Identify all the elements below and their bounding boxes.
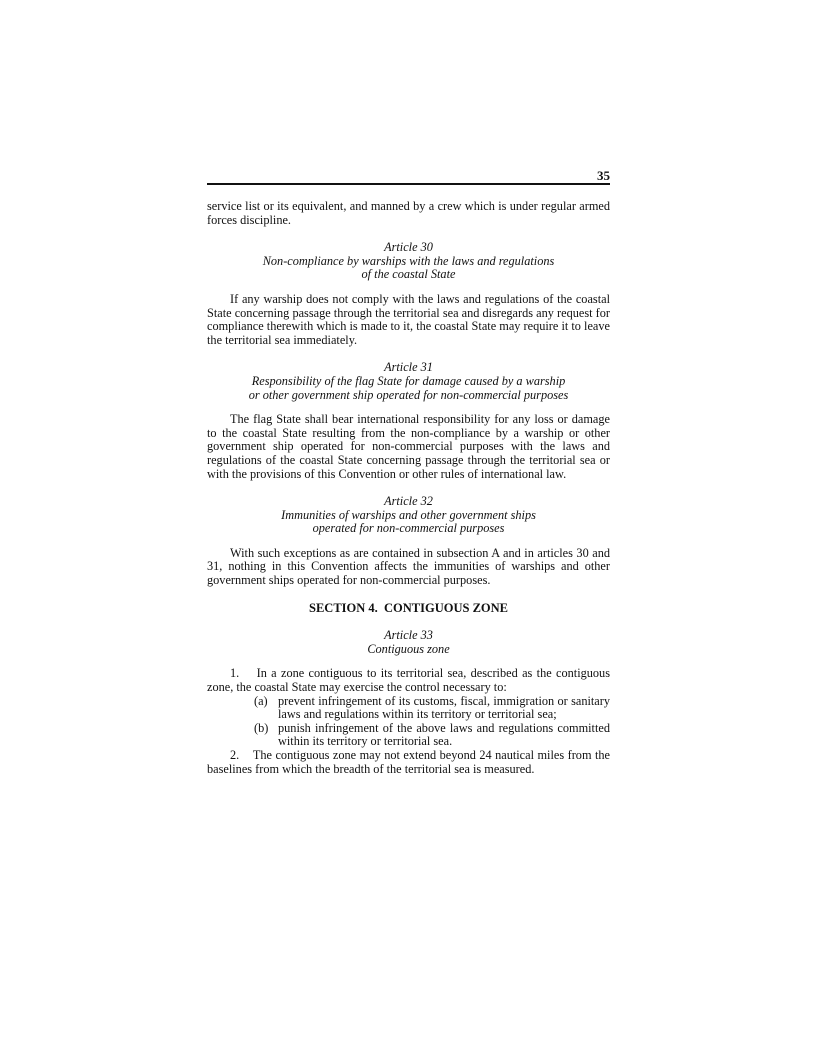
article-31-text: The flag State shall bear international responsibility for any loss or damage to the coastal State resulting from the non-compliance by a warship or other government ship operated for non-commercial purposes with the laws and regulations of the coastal State concerning passage through the territorial sea or with the provisions of this Convention or other rules of international law.	[207, 412, 610, 481]
page-content	[207, 199, 614, 776]
article-32-text: With such exceptions as are contained in subsection A and in articles 30 and 31, nothing in this Convention affects the immunities of warships and other government ships operated for non-commercial purposes.	[207, 545, 610, 588]
article-33-paragraph-1: 1. In a zone contiguous to its territorial sea, described as the contiguous zone, the coastal State may exercise the control necessary to:	[207, 666, 614, 695]
list-item	[207, 722, 610, 749]
article-30-title-line2: of the coastal State	[361, 267, 456, 282]
section-4-heading: SECTION 4. CONTIGUOUS ZONE	[309, 600, 508, 615]
article-32-title-line1: Immunities of warships and other government ships	[281, 507, 536, 522]
list-marker: (a)	[254, 693, 268, 708]
article-30-text: If any warship does not comply with the laws and regulations of the coastal State concerning passage through the territorial sea and disregards any request for compliance therewith which is made to it, the coastal State may require it to leave the territorial sea immediately.	[207, 291, 610, 347]
list-marker: (b)	[254, 720, 269, 735]
article-30-title-line1: Non-compliance by warships with the laws and regulations	[262, 253, 555, 268]
header-rule	[207, 183, 610, 185]
article-33-paragraph-2: 2. The contiguous zone may not extend beyond 24 nautical miles from the baselines from which the breadth of the territorial sea is measured.	[207, 748, 614, 776]
article-33-label: Article 33	[384, 628, 433, 643]
article-32-title-line2: operated for non-commercial purposes	[312, 521, 505, 536]
article-32-label: Article 32	[384, 494, 433, 509]
article-31-title-line1: Responsibility of the flag State for damage caused by a warship	[251, 373, 566, 388]
article-31-label: Article 31	[384, 360, 433, 375]
list-item-text: prevent infringement of its customs, fiscal, immigration or sanitary laws and regulations within its territory or territorial sea;	[278, 693, 610, 722]
page-number: 35	[597, 168, 610, 183]
list-item-text: punish infringement of the above laws and regulations committed within its territory or territorial sea.	[278, 720, 610, 749]
list-item	[207, 695, 610, 722]
article-30-label: Article 30	[384, 240, 433, 255]
article-31-title-line2: or other government ship operated for non-commercial purposes	[248, 387, 569, 402]
article-33-title: Contiguous zone	[367, 641, 450, 656]
carry-over-paragraph: service list or its equivalent, and manned by a crew which is under regular armed forces discipline.	[207, 199, 610, 227]
